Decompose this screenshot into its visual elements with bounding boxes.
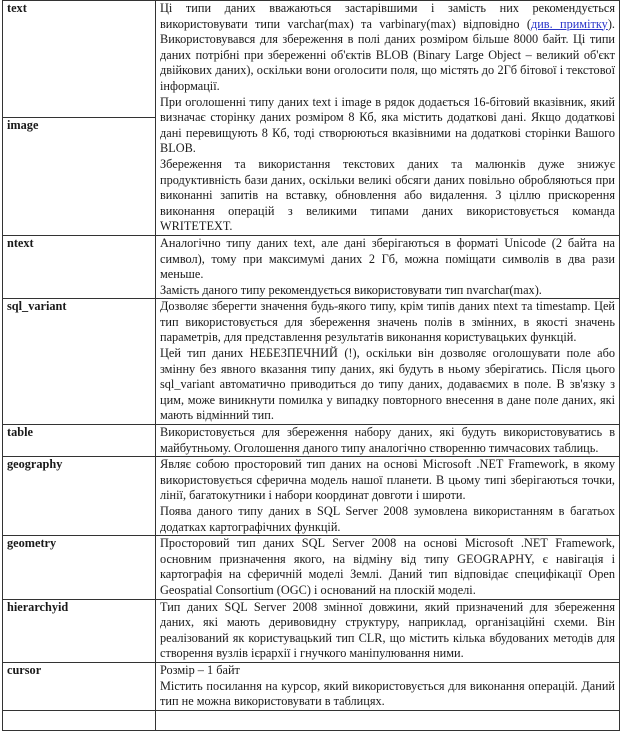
type-name: geography	[3, 457, 156, 536]
description-paragraph: Просторовий тип даних SQL Server 2008 на основі Microsoft .NET Framework, основним призначення якого, на відміну від типу GEOGRAPHY, є навігація і картографія на сферичній моделі Землі. Даний тип відповідає специфікації Open Geospatial Consortium (OGC) і оснований на плоскій моделі.	[160, 536, 615, 597]
description-paragraph: При оголошенні типу даних text і image в рядок додається 16-бітовий вказівник, який визначає сторінку даних розміром 8 Кб, яка містить додаткові дані. Якщо додаткові дані перевищують 8 Кб, тоді створюються вказівними на додаткові сторінки Вашого BLOB.	[160, 94, 615, 156]
description-paragraph: Являє собою просторовий тип даних на основі Microsoft .NET Framework, в якому використовується сферична модель нашої планети. В цьому типі зберігаються точки, лінії, багатокутники і набори координат довготи і широти.	[160, 457, 615, 503]
type-name: sql_variant	[3, 299, 156, 425]
type-description	[156, 235, 620, 298]
description-paragraph: Містить посилання на курсор, який використовується для виконання операцій. Даний тип не можна використовувати в таблицях.	[160, 678, 615, 709]
description-paragraph: Розмір – 1 байт	[160, 662, 240, 677]
table-row	[3, 1, 620, 118]
type-name: text	[3, 1, 156, 118]
table-row	[3, 536, 620, 599]
type-name: ntext	[3, 235, 156, 298]
type-name	[3, 710, 156, 730]
type-description	[156, 536, 620, 599]
type-description	[156, 299, 620, 425]
description-paragraph: Збереження та використання текстових даних та малюнків дуже знижує продуктивність бази даних, оскільки великі обсяги даних повільно обробляються при виконанні запитів на вставку, обновлення або видалення. З ціллю прискорення виконання операцій з великими типами даних використовується команда WRITETEXT.	[160, 156, 615, 234]
type-description	[156, 599, 620, 662]
type-name: geometry	[3, 536, 156, 599]
table-row	[3, 662, 620, 710]
type-description	[156, 1, 620, 236]
description-paragraph: Тип даних SQL Server 2008 змінної довжини, який призначений для збереження даних, які мають деривовидну структуру, наприклад, організаційні схеми. Він реалізований як користувацький тип CLR, що містить кілька вбудованих методів для створення вузлів ієрархії і гнучкого маніпулювання ними.	[160, 599, 615, 661]
type-description	[156, 710, 620, 730]
type-name: hierarchyid	[3, 599, 156, 662]
description-paragraph: Аналогічно типу даних text, але дані зберігаються в форматі Unicode (2 байта на символ), тому при максимумі даних 2 Гб, можна поміщати символів в два рази меньше.	[160, 235, 615, 282]
type-description	[156, 457, 620, 536]
type-name: cursor	[3, 662, 156, 710]
table-row	[3, 299, 620, 425]
table-row	[3, 235, 620, 298]
table-row	[3, 457, 620, 536]
description-paragraph: Поява даного типу даних в SQL Server 2008 зумовлена використанням в багатьох додатках картографічних функцій.	[160, 504, 615, 534]
type-name: table	[3, 425, 156, 457]
data-types-table	[2, 0, 620, 731]
description-paragraph: Замість даного типу рекомендується використовувати тип nvarchar(max).	[160, 282, 542, 297]
table-row	[3, 425, 620, 457]
description-paragraph: Ці типи даних вважаються застарівшими і замість них рекомендується використовувати типи varchar(max) та varbinary(max) відповідно (див. примітку). Використовувався для збереження в полі даних розміром більше 8000 байт. Ці типи даних потрібні при збереженні об'єктів BLOB (Binary Large Object – великий об'єкт двійкових даних), оскільки вони оголосити поля, що містять до 2Гб бітової і текстової інформації.	[160, 1, 615, 93]
see-note-link[interactable]: див. примітку	[530, 16, 608, 31]
table-row	[3, 599, 620, 662]
type-name: image	[3, 118, 156, 235]
description-paragraph: Використовується для збереження набору даних, які будуть використовуватись в майбутньому. Оголошення даного типу аналогічно створенню тимчасових таблиць.	[160, 425, 615, 455]
type-description	[156, 662, 620, 710]
type-description	[156, 425, 620, 457]
description-paragraph: Цей тип даних НЕБЕЗПЕЧНИЙ (!), оскільки він дозволяє оголошувати поле або змінну без явного вказання типу даних, які будуть в ньому зберігатись. Після цього sql_variant автоматично приводиться до типу даних, додаваємих в поле. В зв'язку з цим, може виникнути помилка у випадку повторного внесення в дане поле даних, які мають відмінний тип.	[160, 346, 615, 423]
table-row-cutoff	[3, 710, 620, 730]
description-paragraph: Дозволяє зберегти значення будь-якого типу, крім типів даних ntext та timestamp. Цей тип використовується для збереження значень полів в змінних, в якості значень параметрів, для представлення результатів виконання користувацьких функцій.	[160, 299, 615, 345]
